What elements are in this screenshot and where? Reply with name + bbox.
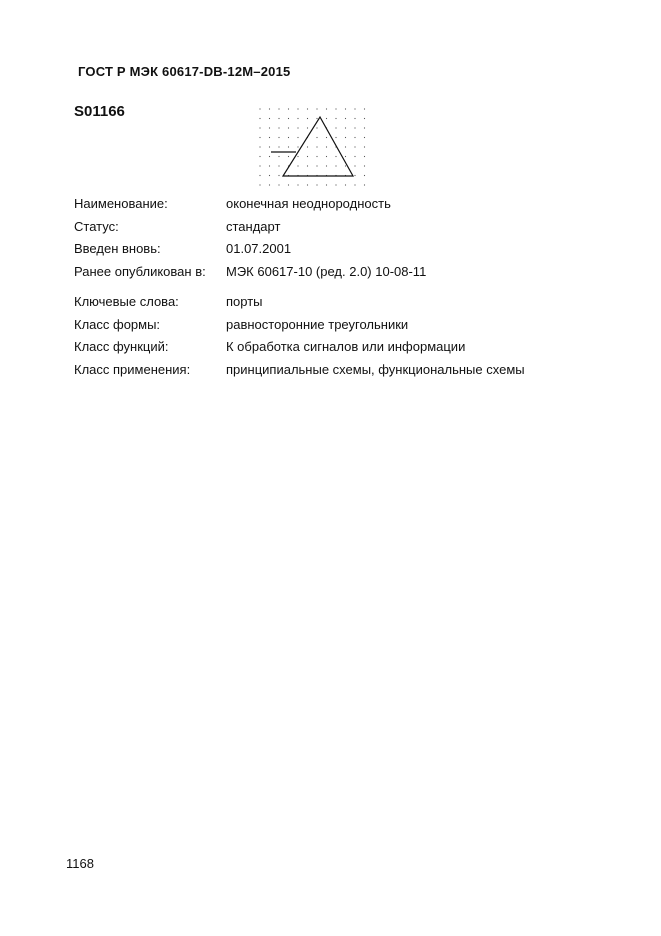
property-label: Ключевые слова: [74,294,179,309]
page-number: 1168 [66,856,94,871]
property-label: Статус: [74,218,119,234]
property-row-name [74,195,634,218]
property-value: МЭК 60617-10 (ред. 2.0) 10-08-11 [226,263,427,279]
symbol-grid [259,108,365,185]
property-label: Класс применения: [74,361,191,377]
properties-table [74,195,634,383]
property-row-published [74,263,634,286]
property-row-introduced [74,240,634,263]
property-label: Введен вновь: [74,241,161,256]
standard-header: ГОСТ Р МЭК 60617-DB-12M–2015 [78,64,291,79]
property-value: 01.07.2001 [226,241,292,256]
property-value: стандарт [226,218,281,234]
equilateral-triangle-with-left-port-icon [256,106,368,188]
property-value: принципиальные схемы, функциональные схемы [226,361,525,377]
property-label: Класс функций: [74,339,169,354]
property-value: порты [226,294,263,309]
triangle-shape [283,117,353,176]
property-row-application-class [74,361,634,384]
property-label: Ранее опубликован в: [74,263,206,279]
property-row-shape-class [74,316,634,339]
property-row-function-class [74,338,634,361]
property-label: Наименование: [74,196,168,211]
property-value: равносторонние треугольники [226,316,409,332]
property-row-keywords [74,293,634,316]
property-row-status [74,218,634,241]
group-spacer [74,285,634,293]
symbol-code: S01166 [74,103,125,120]
property-value: оконечная неоднородность [226,196,391,211]
property-value: К обработка сигналов или информации [226,339,466,354]
property-label: Класс формы: [74,316,161,332]
